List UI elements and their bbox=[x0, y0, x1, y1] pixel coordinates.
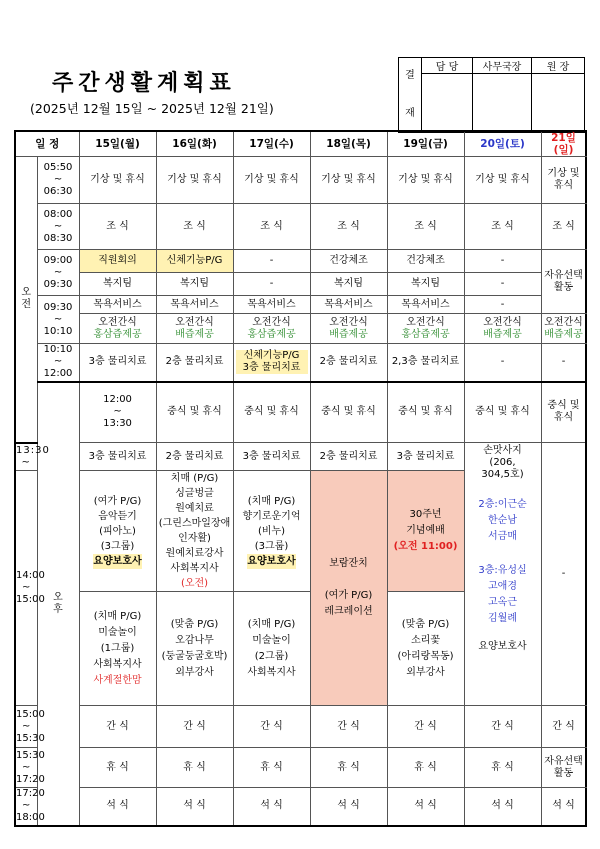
snack-sub: 배즙제공 bbox=[544, 328, 583, 340]
part-pm: 오 후 bbox=[37, 382, 79, 826]
period-text: (2025년 12월 15일 ~ 2025년 12월 21일) bbox=[30, 101, 274, 116]
cell-prog-thu: 보람잔치 (여가 P/G) 레크레이션 bbox=[310, 471, 387, 706]
row-snack-am bbox=[15, 314, 586, 344]
cell-therapy-pm-fri: 3층 물리치료 bbox=[387, 443, 464, 471]
sign-secretary[interactable] bbox=[473, 74, 532, 133]
row-0900b bbox=[15, 273, 586, 296]
cell-snackpm-wed: 간 식 bbox=[233, 706, 310, 748]
cell-breakfast-wed: 조 식 bbox=[233, 204, 310, 250]
schedule-table bbox=[14, 130, 587, 827]
cell-snack-thu bbox=[310, 314, 387, 344]
day-header-wed: 17일(수) bbox=[233, 131, 310, 157]
prog-a-fri-note: (오전 11:00) bbox=[393, 541, 458, 552]
cell-0900b-fri: 복지팀 bbox=[387, 273, 464, 296]
cell-bath-thu: 목욕서비스 bbox=[310, 296, 387, 314]
row-rest bbox=[15, 748, 586, 788]
cell-bath-tue: 목욕서비스 bbox=[156, 296, 233, 314]
cell-snack-wed bbox=[233, 314, 310, 344]
sign-staff[interactable] bbox=[422, 74, 473, 133]
cell-0900-tue: 신체기능P/G bbox=[156, 250, 233, 273]
cell-0900b-wed: - bbox=[233, 273, 310, 296]
snack-sub: 홍삼즙제공 bbox=[247, 328, 296, 340]
cell-lunch-wed: 중식 및 휴식 bbox=[310, 382, 387, 443]
cell-breakfast-mon: 조 식 bbox=[79, 204, 156, 250]
cell-rest-sat: 휴 식 bbox=[464, 748, 541, 788]
cell-breakfast-thu: 조 식 bbox=[310, 204, 387, 250]
schedule-header: 일 정 bbox=[15, 131, 79, 157]
cell-therapy-pm-mon: 3층 물리치료 bbox=[79, 443, 156, 471]
cell-snackpm-sat: 간 식 bbox=[464, 706, 541, 748]
cell-therapy-pm-thu: 2층 물리치료 bbox=[310, 443, 387, 471]
time-0900: 09:00 ~ 09:30 bbox=[37, 250, 79, 296]
prog-b-mon-staff: 사계절한맘 bbox=[93, 674, 142, 686]
cell-therapy-am-thu: 2층 물리치료 bbox=[310, 344, 387, 382]
cell-snack-fri bbox=[387, 314, 464, 344]
cell-bath-fri: 목욕서비스 bbox=[387, 296, 464, 314]
massage-title: 손맛사지 (206, 304,5호) bbox=[481, 445, 524, 480]
snack-label: 오전간식 bbox=[406, 316, 445, 328]
cell-0900b-mon: 복지팀 bbox=[79, 273, 156, 296]
cell-dinner-mon: 석 식 bbox=[79, 788, 156, 826]
cell-sat-massage bbox=[464, 443, 541, 706]
snack-sub: 홍삼즙제공 bbox=[93, 328, 142, 340]
prog-a-wed-text: (치매 P/G) 향기로운기억 (비누) (3그룹) bbox=[242, 495, 301, 552]
cell-0900b-tue: 복지팀 bbox=[156, 273, 233, 296]
snack-sub: 배즙제공 bbox=[175, 328, 214, 340]
time-1720: 17:20 ~ 18:00 bbox=[15, 788, 37, 826]
cell-snack-mon bbox=[79, 314, 156, 344]
cell-breakfast-sun: 조 식 bbox=[541, 204, 586, 250]
cell-prog-a-fri bbox=[387, 471, 464, 592]
cell-lunch-mon: 중식 및 휴식 bbox=[156, 382, 233, 443]
cell-therapy-pm-tue: 2층 물리치료 bbox=[156, 443, 233, 471]
cell-prog-b-wed: (치매 P/G) 미술놀이 (2그룹) 사회복지사 bbox=[233, 592, 310, 706]
cell-therapy-am-fri: 2,3층 물리치료 bbox=[387, 344, 464, 382]
day-header-sat: 20일(토) bbox=[464, 131, 541, 157]
prog-a-tue-text: 치매 (P/G) 싱글벙글 원예치료 (그린스마일장애인자활) 원예치료강사 사회복지사 bbox=[158, 473, 231, 574]
sign-director[interactable] bbox=[532, 74, 585, 133]
cell-rest-mon: 휴 식 bbox=[79, 748, 156, 788]
snack-label: 오전간식 bbox=[98, 316, 137, 328]
cell-prog-a-mon bbox=[79, 471, 156, 592]
cell-wake-wed: 기상 및 휴식 bbox=[233, 157, 310, 204]
massage-staff: 요양보호사 bbox=[478, 641, 527, 652]
cell-therapy-am-tue: 2층 물리치료 bbox=[156, 344, 233, 382]
time-1530: 15:30 ~ 17:20 bbox=[15, 748, 37, 788]
cell-snackpm-fri: 간 식 bbox=[387, 706, 464, 748]
cell-dinner-thu: 석 식 bbox=[310, 788, 387, 826]
part-am: 오 전 bbox=[15, 157, 37, 443]
row-snack-pm bbox=[15, 706, 586, 748]
row-0900a bbox=[15, 250, 586, 273]
cell-dinner-fri: 석 식 bbox=[387, 788, 464, 826]
cell-bath-mon: 목욕서비스 bbox=[79, 296, 156, 314]
snack-label: 오전간식 bbox=[175, 316, 214, 328]
snack-label: 오전간식 bbox=[544, 316, 583, 328]
cell-0900-sun: 자유선택 활동 bbox=[541, 250, 586, 314]
cell-0900b-sat: - bbox=[464, 273, 541, 296]
cell-prog-b-mon bbox=[79, 592, 156, 706]
cell-breakfast-sat: 조 식 bbox=[464, 204, 541, 250]
prog-a-mon-staff: 요양보호사 bbox=[93, 555, 142, 567]
snack-sub: 배즙제공 bbox=[483, 328, 522, 340]
cell-wake-thu: 기상 및 휴식 bbox=[310, 157, 387, 204]
cell-0900-fri: 건강체조 bbox=[387, 250, 464, 273]
cell-0900-sat: - bbox=[464, 250, 541, 273]
prog-a-mon-text: (여가 P/G) 음악듣기 (피아노) (3그룹) bbox=[93, 495, 142, 552]
cell-sun-pm: - bbox=[541, 443, 586, 706]
cell-prog-a-wed bbox=[233, 471, 310, 592]
snack-label: 오전간식 bbox=[252, 316, 291, 328]
cell-bath-sat: - bbox=[464, 296, 541, 314]
time-0550: 05:50 ~ 06:30 bbox=[37, 157, 79, 204]
cell-therapy-am-mon: 3층 물리치료 bbox=[79, 344, 156, 382]
cell-lunch-tue: 중식 및 휴식 bbox=[233, 382, 310, 443]
day-header-sun: 21일(일) bbox=[541, 131, 586, 157]
row-wake bbox=[15, 157, 586, 204]
cell-rest-sun: 자유선택 활동 bbox=[541, 748, 586, 788]
time-1500: 15:00 ~ 15:30 bbox=[15, 706, 37, 748]
cell-bath-wed: 목욕서비스 bbox=[233, 296, 310, 314]
cell-prog-a-tue bbox=[156, 471, 233, 592]
cell-dinner-wed: 석 식 bbox=[233, 788, 310, 826]
cell-lunch-fri: 중식 및 휴식 bbox=[464, 382, 541, 443]
row-breakfast bbox=[15, 204, 586, 250]
cell-0900-wed: - bbox=[233, 250, 310, 273]
time-1400: 14:00 ~ 15:00 bbox=[15, 471, 37, 706]
prog-a-fri-text: 30주년 기념예배 bbox=[406, 509, 445, 536]
cell-snackpm-tue: 간 식 bbox=[156, 706, 233, 748]
time-0930: 09:30 ~ 10:10 bbox=[37, 296, 79, 344]
snack-sub: 배즙제공 bbox=[329, 328, 368, 340]
snack-label: 오전간식 bbox=[483, 316, 522, 328]
row-bath bbox=[15, 296, 586, 314]
massage-floor2: 2층:이근순 한순남 서금매 bbox=[478, 499, 527, 542]
cell-dinner-sun: 석 식 bbox=[541, 788, 586, 826]
cell-prog-b-tue: (맞춤 P/G) 오감나무 (둥굴둥굴호박) 외부강사 bbox=[156, 592, 233, 706]
approval-label bbox=[399, 58, 422, 133]
row-dinner bbox=[15, 788, 586, 826]
cell-therapy-am-sun: - bbox=[541, 344, 586, 382]
day-header-thu: 18일(목) bbox=[310, 131, 387, 157]
prog-b-mon-text: (치매 P/G) 미술놀이 (1그룹) 사회복지사 bbox=[93, 610, 142, 670]
row-therapy-am bbox=[15, 344, 586, 382]
cell-snackpm-mon: 간 식 bbox=[79, 706, 156, 748]
approval-label-top: 결 bbox=[405, 70, 415, 81]
cell-prog-b-fri: (맞춤 P/G) 소리꽃 (아리랑목동) 외부강사 bbox=[387, 592, 464, 706]
cell-therapy-am-wed bbox=[233, 344, 310, 382]
cell-rest-fri: 휴 식 bbox=[387, 748, 464, 788]
row-lunch bbox=[15, 382, 586, 443]
snack-sub: 홍삼즙제공 bbox=[401, 328, 450, 340]
approval-box bbox=[398, 57, 585, 133]
time-1010: 10:10 ~ 12:00 bbox=[37, 344, 79, 382]
cell-wake-sat: 기상 및 휴식 bbox=[464, 157, 541, 204]
role-staff: 담 당 bbox=[422, 58, 473, 74]
header-row bbox=[15, 131, 586, 157]
massage-floor3: 3층:유성실 고애경 고옥근 김월례 bbox=[478, 565, 527, 624]
cell-dinner-sat: 석 식 bbox=[464, 788, 541, 826]
cell-wake-sun: 기상 및 휴식 bbox=[541, 157, 586, 204]
cell-rest-tue: 휴 식 bbox=[156, 748, 233, 788]
cell-snack-tue bbox=[156, 314, 233, 344]
cell-snack-sat bbox=[464, 314, 541, 344]
cell-0900-mon: 직원회의 bbox=[79, 250, 156, 273]
day-header-tue: 16일(화) bbox=[156, 131, 233, 157]
day-header-fri: 19일(금) bbox=[387, 131, 464, 157]
cell-rest-thu: 휴 식 bbox=[310, 748, 387, 788]
day-header-mon: 15일(월) bbox=[79, 131, 156, 157]
role-director: 원 장 bbox=[532, 58, 585, 74]
snack-label: 오전간식 bbox=[329, 316, 368, 328]
therapy-am-wed-text: 신체기능P/G 3층 물리치료 bbox=[236, 350, 308, 374]
cell-therapy-am-sat: - bbox=[464, 344, 541, 382]
prog-a-wed-staff: 요양보호사 bbox=[247, 555, 296, 567]
cell-snack-sun bbox=[541, 314, 586, 344]
cell-breakfast-tue: 조 식 bbox=[156, 204, 233, 250]
row-therapy-pm bbox=[15, 443, 586, 471]
cell-0900b-thu: 복지팀 bbox=[310, 273, 387, 296]
time-1200: 12:00 ~ 13:30 bbox=[79, 382, 156, 443]
cell-breakfast-fri: 조 식 bbox=[387, 204, 464, 250]
approval-label-bottom: 재 bbox=[405, 108, 415, 119]
role-secretary: 사무국장 bbox=[473, 58, 532, 74]
prog-a-tue-note: (오전) bbox=[180, 578, 209, 589]
time-1330: 13:30 ~ bbox=[15, 443, 37, 471]
cell-dinner-tue: 석 식 bbox=[156, 788, 233, 826]
cell-wake-mon: 기상 및 휴식 bbox=[79, 157, 156, 204]
cell-lunch-sat: 중식 및 휴식 bbox=[541, 382, 586, 443]
cell-wake-tue: 기상 및 휴식 bbox=[156, 157, 233, 204]
time-0800: 08:00 ~ 08:30 bbox=[37, 204, 79, 250]
cell-snackpm-thu: 간 식 bbox=[310, 706, 387, 748]
cell-therapy-pm-wed: 3층 물리치료 bbox=[233, 443, 310, 471]
cell-0900-thu: 건강체조 bbox=[310, 250, 387, 273]
page-title: 주간생활계획표 bbox=[52, 71, 236, 96]
cell-snackpm-sun: 간 식 bbox=[541, 706, 586, 748]
cell-lunch-thu: 중식 및 휴식 bbox=[387, 382, 464, 443]
cell-wake-fri: 기상 및 휴식 bbox=[387, 157, 464, 204]
cell-rest-wed: 휴 식 bbox=[233, 748, 310, 788]
